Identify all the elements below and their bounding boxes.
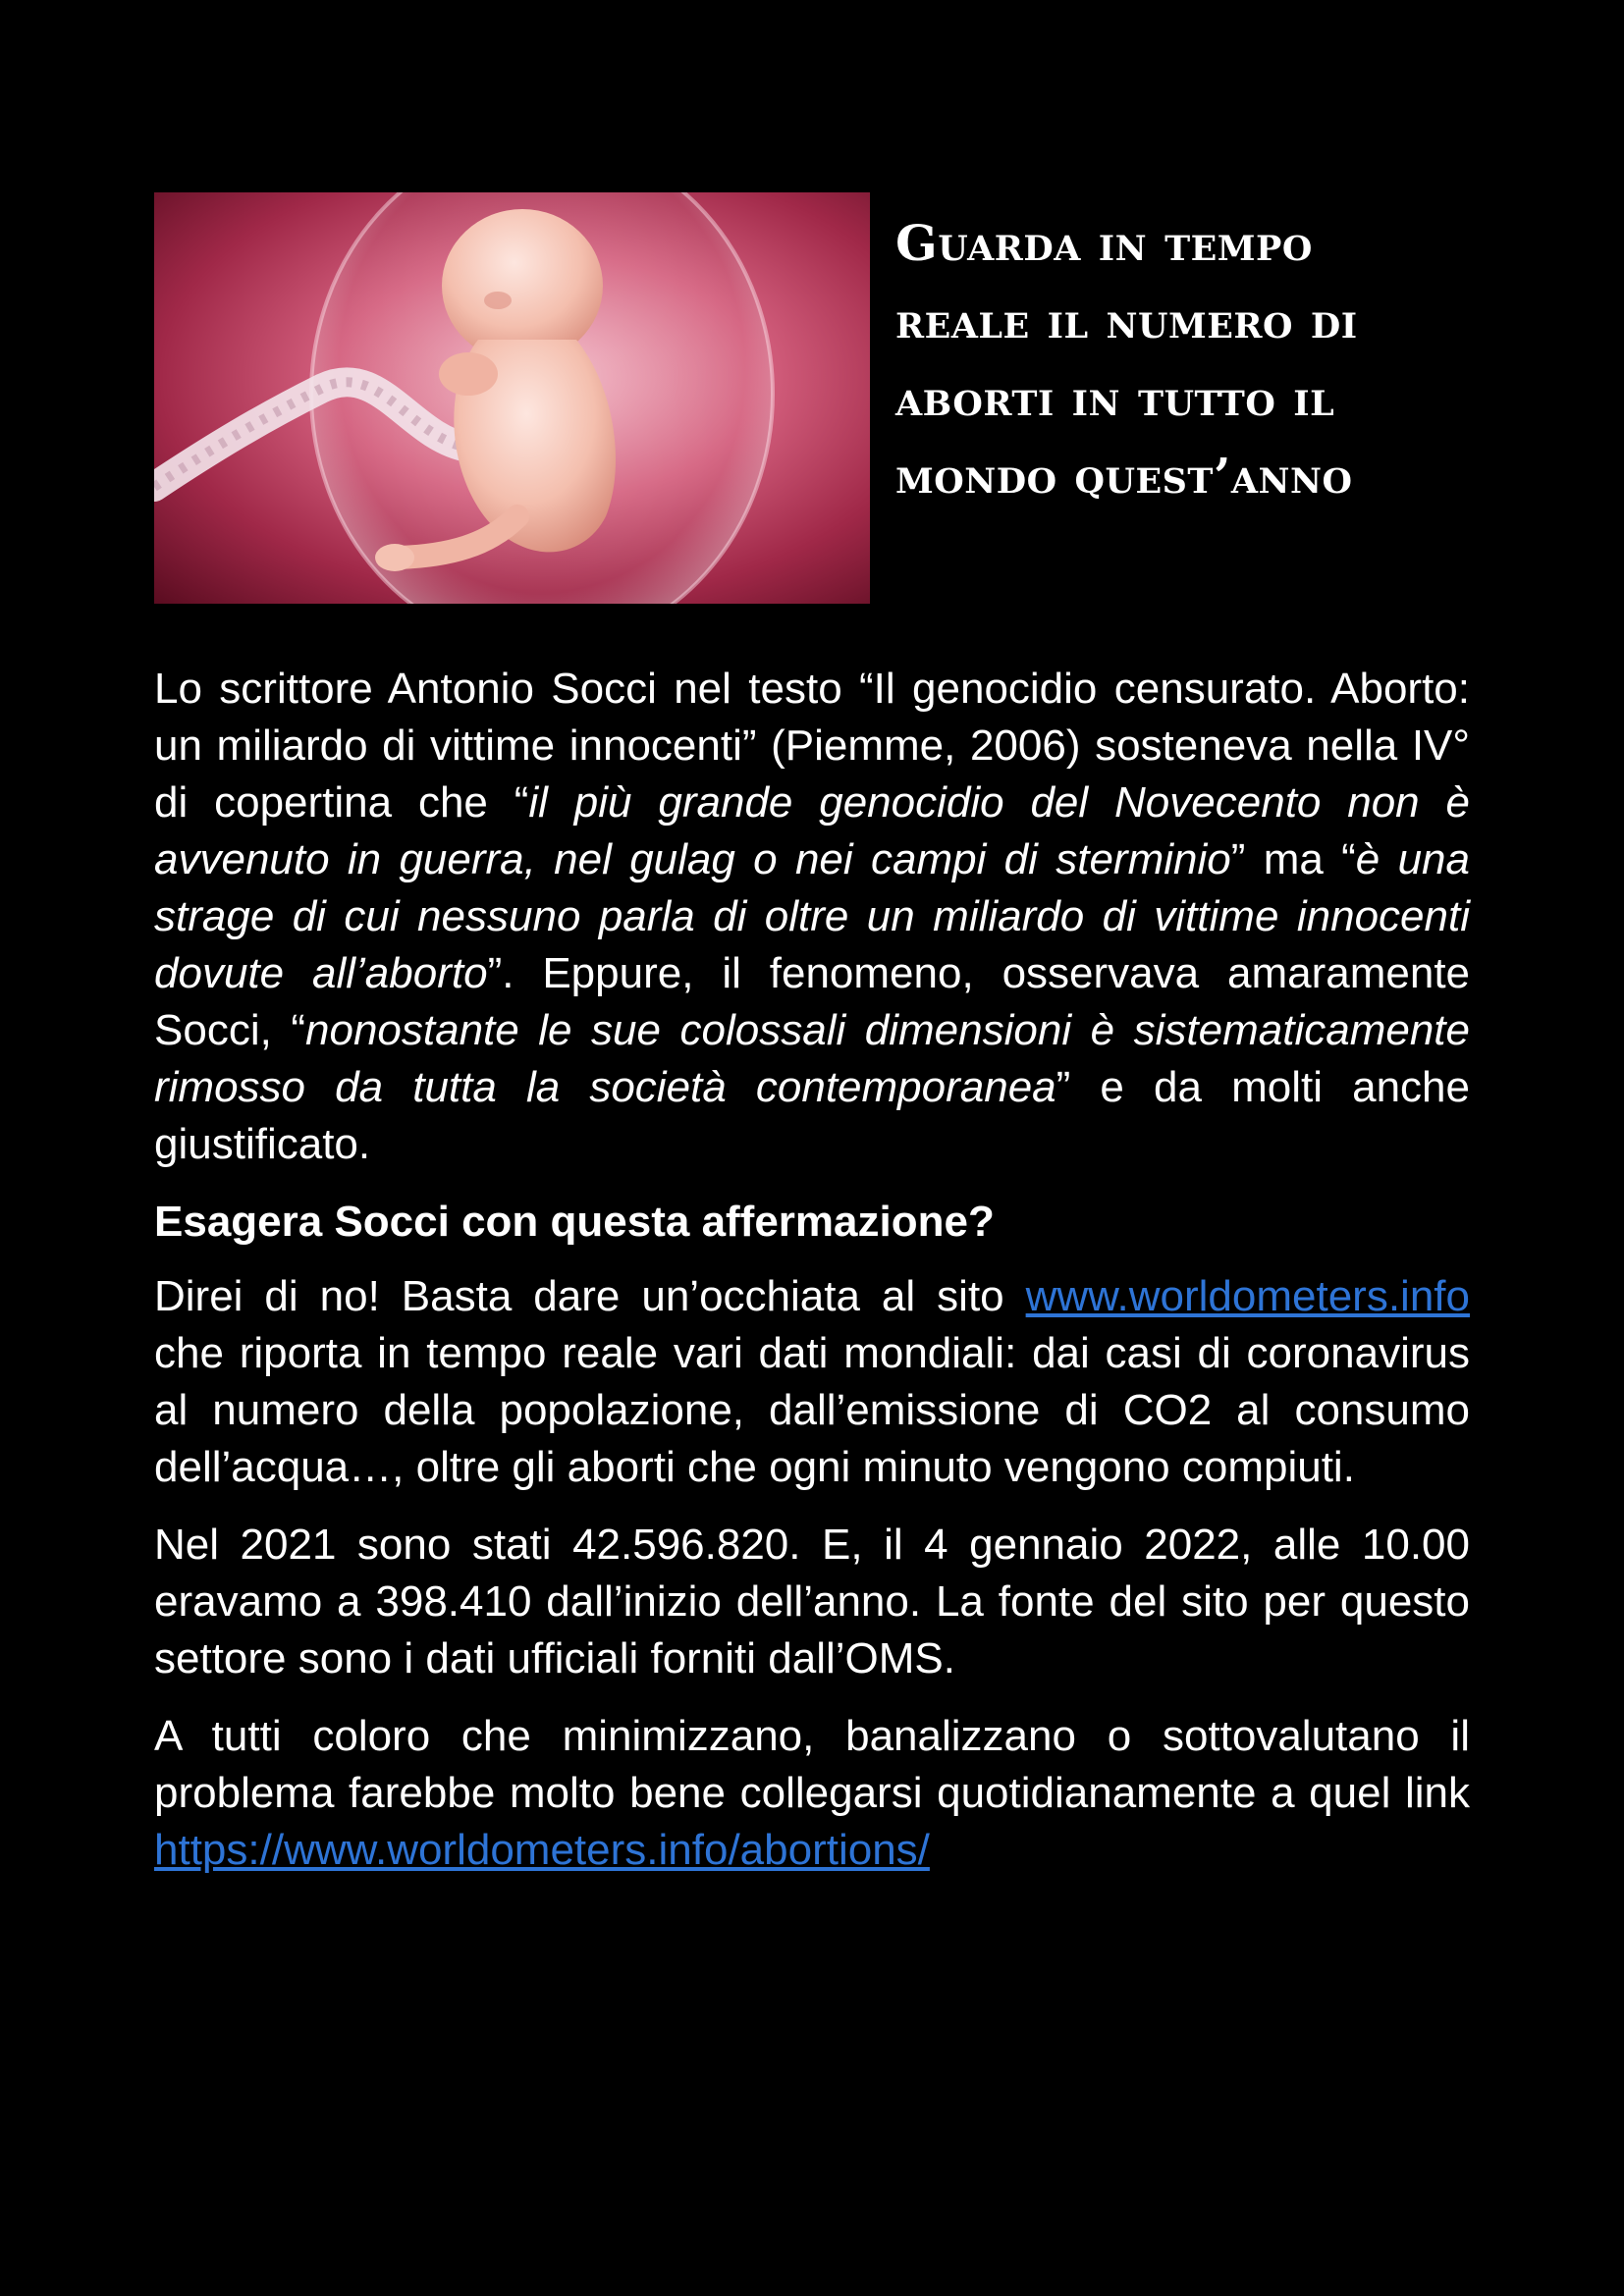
headline-line: reale il numero di (895, 292, 1358, 349)
question-heading: Esagera Socci con questa affermazione? (154, 1198, 995, 1246)
text-run: Direi di no! Basta dare un’occhiata al sito (154, 1272, 1026, 1320)
text-run: Lo scrittore Antonio Socci nel testo “Il genocidio censurato. Aborto: un miliardo di vittime innocenti” (Piemme, 2006) sosteneva nella IV° di copertina che “ (154, 665, 1470, 827)
article-body (154, 661, 1494, 1899)
text-run: ” ma “ (1230, 835, 1356, 883)
abortions-link[interactable]: https://www.worldometers.info/abortions/ (154, 1826, 930, 1874)
quote-italic: è una strage di cui nessuno parla di oltre un miliardo di vittime innocenti dovute all’aborto (154, 835, 1470, 997)
paragraph-intro (154, 661, 1470, 1173)
headline (895, 204, 1485, 514)
quote-italic: il più grande genocidio del Novecento non è avvenuto in guerra, nel gulag o nei campi di sterminio (154, 778, 1470, 883)
paragraph-closing (154, 1708, 1494, 1879)
text-run: A tutti coloro che minimizzano, banalizzano o sottovalutano il problema farebbe molto bene collegarsi quotidianamente a quel link (154, 1712, 1494, 1817)
headline-line: Guarda in tempo (895, 214, 1313, 272)
paragraph-worldometers (154, 1268, 1470, 1496)
headline-line: aborti in tutto il (895, 369, 1335, 427)
embryo-illustration (154, 192, 870, 604)
embryo-image (154, 192, 870, 604)
quote-italic: nonostante le sue colossali dimensioni è sistematicamente rimosso da tutta la società contemporanea (154, 1006, 1470, 1111)
text-run: ” e da molti anche giustificato. (154, 1063, 1470, 1168)
headline-line: mondo quest’anno (895, 447, 1353, 505)
text-run: ”. Eppure, il fenomeno, osservava amaramente Socci, “ (154, 949, 1471, 1054)
paragraph-statistics: Nel 2021 sono stati 42.596.820. E, il 4 gennaio 2022, alle 10.00 eravamo a 398.410 dall’inizio dell’anno. La fonte del sito per questo settore sono i dati ufficiali forniti dall’OMS. (154, 1521, 1470, 1682)
worldometers-link[interactable]: www.worldometers.info (1025, 1272, 1470, 1320)
text-run: che riporta in tempo reale vari dati mondiali: dai casi di coronavirus al numero della popolazione, dall’emissione di CO2 al consumo dell’acqua…, oltre gli aborti che ogni minuto vengono compiuti. (154, 1329, 1470, 1491)
